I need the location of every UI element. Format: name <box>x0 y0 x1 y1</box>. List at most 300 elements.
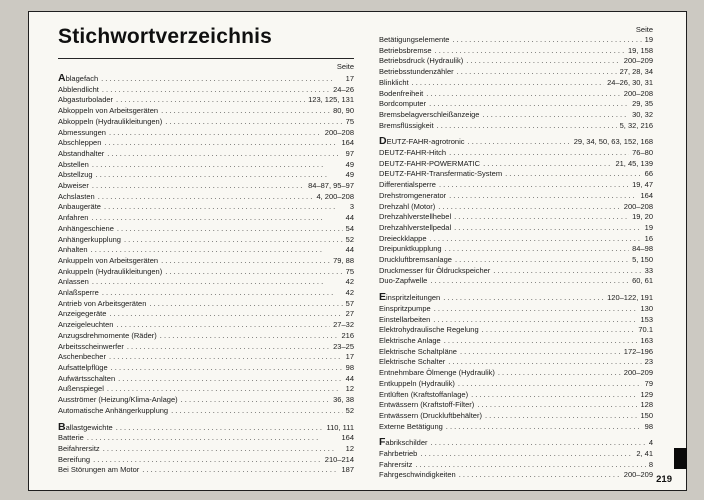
entry-label: Ankuppeln von Arbeitsgeräten <box>58 255 159 265</box>
entry-pages: 130 <box>640 303 653 313</box>
entry-pages: 4 <box>648 438 653 448</box>
leader-dots <box>455 255 629 266</box>
leader-dots <box>109 352 343 363</box>
entry-pages: 150 <box>640 410 653 420</box>
leader-dots <box>457 67 617 78</box>
index-entry <box>58 149 354 160</box>
leader-dots <box>438 202 621 213</box>
entry-pages: 97 <box>345 148 354 158</box>
entry-label: Duo-Zapfwelle <box>379 276 428 286</box>
leader-dots <box>116 423 324 434</box>
entry-pages: 164 <box>341 138 354 148</box>
index-entry <box>379 276 653 287</box>
leader-dots <box>117 224 343 235</box>
entry-pages: 49 <box>345 159 354 169</box>
index-entry <box>58 192 354 203</box>
entry-pages: 75 <box>345 116 354 126</box>
index-entry <box>58 181 354 192</box>
entry-label: Betriebsstundenzähler <box>379 67 454 77</box>
index-entry <box>379 67 653 78</box>
index-entry <box>58 224 354 235</box>
entry-label: Elektrische Schaltpläne <box>379 346 457 356</box>
leader-dots <box>96 170 343 181</box>
leader-dots <box>444 336 638 347</box>
leader-dots <box>116 95 305 106</box>
entry-pages: 8 <box>648 459 653 469</box>
leader-dots <box>445 244 630 255</box>
leader-dots <box>161 106 330 117</box>
entry-pages: 17 <box>345 352 354 362</box>
index-column-right <box>379 35 653 481</box>
entry-label: Abmessungen <box>58 127 106 137</box>
index-entry <box>58 374 354 385</box>
entry-pages: 200–209 <box>623 56 653 66</box>
index-entry <box>58 455 354 466</box>
entry-pages: 5, 150 <box>632 255 653 265</box>
index-entry <box>379 46 653 57</box>
section-capital-letter: D <box>379 135 387 148</box>
entry-label: Bei Störungen am Motor <box>58 465 140 475</box>
entry-pages: 30, 32 <box>632 109 653 119</box>
index-entry <box>379 78 653 89</box>
leader-dots <box>104 138 338 149</box>
index-entry <box>379 244 653 255</box>
entry-label: Bremsbelagverschleißanzeige <box>379 109 480 119</box>
entry-label: Abblendlicht <box>58 84 99 94</box>
page-title: Stichwortverzeichnis <box>58 25 273 48</box>
entry-label: Entlüften (Kraftstoffanlage) <box>379 389 469 399</box>
entry-pages: 29, 34, 50, 63, 152, 168 <box>573 137 653 147</box>
entry-label: Fahrersitz <box>379 459 413 469</box>
index-entry <box>379 347 653 358</box>
leader-dots <box>109 128 322 139</box>
index-entry <box>379 110 653 121</box>
leader-dots <box>443 293 604 304</box>
entry-pages: 19 <box>644 35 653 44</box>
entry-pages: 42 <box>345 288 354 298</box>
leader-dots <box>452 35 641 46</box>
index-entry <box>58 465 354 476</box>
entry-pages: 24–26, 30, 31 <box>607 77 653 87</box>
index-entry <box>379 357 653 368</box>
entry-label: Betriebsbremse <box>379 45 432 55</box>
entry-label: Druckluftbremsanlage <box>379 255 452 265</box>
entry-pages: 216 <box>341 330 354 340</box>
entry-label: Drehzahl (Motor) <box>379 201 436 211</box>
entry-label: Einspritzpumpe <box>379 303 431 313</box>
leader-dots <box>430 276 629 287</box>
leader-dots <box>98 192 314 203</box>
entry-label: Abkoppeln (Hydraulikleitungen) <box>58 116 163 126</box>
entry-label: Achslasten <box>58 191 95 201</box>
entry-pages: 200–208 <box>324 127 354 137</box>
entry-label: Dreieckklappe <box>379 233 427 243</box>
entry-label: Betriebsdruck (Hydraulik) <box>379 56 464 66</box>
index-entry <box>379 292 653 304</box>
entry-label: Ausströmer (Heizung/Klima-Anlage) <box>58 395 178 405</box>
index-entry <box>58 406 354 417</box>
index-entry <box>58 256 354 267</box>
leader-dots <box>104 202 347 213</box>
entry-label: Entwässern (Kraftstoff-Filter) <box>379 400 475 410</box>
manual-page <box>28 11 687 491</box>
entry-pages: 27, 28, 34 <box>619 67 653 77</box>
entry-label: DEUTZ-FAHR-agrotronic <box>379 135 465 148</box>
entry-pages: 27–32 <box>333 320 354 330</box>
index-section <box>379 292 653 432</box>
leader-dots <box>426 89 621 100</box>
entry-pages: 5, 32, 216 <box>619 120 653 130</box>
leader-dots <box>111 363 343 374</box>
entry-pages: 57 <box>345 298 354 308</box>
entry-label: Anhalten <box>58 245 88 255</box>
index-entry <box>379 255 653 266</box>
leader-dots <box>459 470 621 481</box>
leader-dots <box>454 223 642 234</box>
leader-dots <box>142 465 338 476</box>
entry-label: Abgasturbolader <box>58 95 114 105</box>
index-entry <box>58 433 354 444</box>
leader-dots <box>103 444 343 455</box>
leader-dots <box>482 325 636 336</box>
entry-pages: 98 <box>644 421 653 431</box>
entry-label: Beifahrersitz <box>58 443 100 453</box>
seite-label-right: Seite <box>635 25 653 34</box>
entry-pages: 98 <box>345 362 354 372</box>
leader-dots <box>91 245 343 256</box>
entry-pages: 66 <box>644 169 653 179</box>
leader-dots <box>429 99 629 110</box>
entry-pages: 19, 158 <box>627 45 653 55</box>
entry-label: Anfahren <box>58 213 89 223</box>
entry-pages: 21, 45, 139 <box>615 158 653 168</box>
entry-pages: 153 <box>640 314 653 324</box>
leader-dots <box>485 411 638 422</box>
entry-label: Bremsflüssigkeit <box>379 120 434 130</box>
entry-pages: 42 <box>345 277 354 287</box>
index-entry <box>58 331 354 342</box>
entry-label: Anhängerkupplung <box>58 234 121 244</box>
entry-label: Arbeitsscheinwerfer <box>58 341 124 351</box>
index-entry <box>58 106 354 117</box>
leader-dots <box>161 256 330 267</box>
index-entry <box>58 128 354 139</box>
entry-label: Anlaßsperre <box>58 288 99 298</box>
index-entry <box>379 437 653 449</box>
entry-label: Einspritzleitungen <box>379 291 441 304</box>
leader-dots <box>430 234 642 245</box>
leader-dots <box>505 169 642 180</box>
entry-label: Abschleppen <box>58 138 102 148</box>
title-rule <box>58 58 354 59</box>
index-entry <box>379 191 653 202</box>
entry-label: Drehzahlverstellpedal <box>379 222 452 232</box>
entry-pages: 172–196 <box>623 346 653 356</box>
index-entry <box>379 89 653 100</box>
entry-pages: 200–209 <box>623 368 653 378</box>
index-entry <box>58 299 354 310</box>
index-entry <box>58 245 354 256</box>
entry-pages: 27 <box>345 309 354 319</box>
leader-dots <box>448 357 641 368</box>
entry-pages: 164 <box>640 190 653 200</box>
index-entry <box>58 444 354 455</box>
entry-label: Bordcomputer <box>379 99 427 109</box>
entry-label: Aufwärtsschalten <box>58 373 116 383</box>
index-entry <box>379 390 653 401</box>
index-entry <box>58 277 354 288</box>
entry-label: Fabrikschilder <box>379 436 428 449</box>
entry-pages: 120–122, 191 <box>607 293 653 303</box>
entry-pages: 17 <box>345 74 354 83</box>
index-entry <box>379 460 653 471</box>
index-entry <box>58 288 354 299</box>
entry-pages: 187 <box>341 465 354 475</box>
leader-dots <box>431 438 646 449</box>
index-entry <box>379 35 653 46</box>
entry-pages: 200–209 <box>623 470 653 480</box>
entry-pages: 164 <box>341 433 354 443</box>
entry-pages: 128 <box>640 400 653 410</box>
entry-label: Abstellzug <box>58 170 93 180</box>
leader-dots <box>482 110 629 121</box>
entry-label: Externe Betätigung <box>379 421 443 431</box>
index-entry <box>58 73 354 85</box>
entry-label: Betätigungselemente <box>379 35 450 44</box>
leader-dots <box>127 342 330 353</box>
index-entry <box>379 325 653 336</box>
index-entry <box>58 384 354 395</box>
index-entry <box>58 213 354 224</box>
entry-pages: 52 <box>345 405 354 415</box>
entry-label: Drehzahlverstellhebel <box>379 212 452 222</box>
index-entry <box>379 180 653 191</box>
entry-pages: 129 <box>640 389 653 399</box>
entry-pages: 12 <box>345 384 354 394</box>
entry-pages: 80, 90 <box>333 106 354 116</box>
entry-label: Ballastgewichte <box>58 420 113 433</box>
index-entry <box>58 138 354 149</box>
index-entry <box>379 99 653 110</box>
entry-label: Elektrische Anlage <box>379 335 441 345</box>
entry-label: DEUTZ-FAHR-Hitch <box>379 148 447 158</box>
entry-label: Anbaugeräte <box>58 202 101 212</box>
index-entry <box>379 212 653 223</box>
leader-dots <box>91 213 342 224</box>
leader-dots <box>101 74 343 85</box>
entry-pages: 84–98 <box>632 244 653 254</box>
leader-dots <box>420 449 633 460</box>
entry-label: Anhängeschiene <box>58 223 114 233</box>
index-entry <box>379 315 653 326</box>
leader-dots <box>458 379 642 390</box>
entry-pages: 123, 125, 131 <box>308 95 354 105</box>
entry-label: Abstandhalter <box>58 148 105 158</box>
leader-dots <box>468 137 571 148</box>
entry-label: DEUTZ-FAHR-POWERMATIC <box>379 158 481 168</box>
index-section <box>379 136 653 287</box>
leader-dots <box>181 395 331 406</box>
section-capital-letter: F <box>379 436 386 449</box>
entry-pages: 84–87, 95–97 <box>308 181 354 191</box>
leader-dots <box>437 121 617 132</box>
entry-label: Automatische Anhängerkupplung <box>58 405 169 415</box>
index-entry <box>379 266 653 277</box>
leader-dots <box>483 159 612 170</box>
index-entry <box>379 368 653 379</box>
index-entry <box>58 342 354 353</box>
leader-dots <box>107 149 342 160</box>
entry-label: Einstellarbeiten <box>379 314 431 324</box>
entry-label: Anzeigegeräte <box>58 309 107 319</box>
entry-pages: 12 <box>345 443 354 453</box>
entry-label: Bereifung <box>58 454 91 464</box>
entry-label: DEUTZ-FAHR-Transfermatic-System <box>379 169 503 179</box>
entry-pages: 3 <box>349 202 354 212</box>
entry-pages: 79 <box>644 378 653 388</box>
index-entry <box>379 159 653 170</box>
index-entry <box>58 352 354 363</box>
entry-label: Außenspiegel <box>58 384 104 394</box>
entry-pages: 44 <box>345 245 354 255</box>
leader-dots <box>415 460 645 471</box>
entry-label: Anlassen <box>58 277 89 287</box>
index-section <box>58 422 354 477</box>
leader-dots <box>493 266 641 277</box>
entry-pages: 33 <box>644 265 653 275</box>
leader-dots <box>171 406 343 417</box>
index-entry <box>379 422 653 433</box>
leader-dots <box>449 148 629 159</box>
entry-pages: 2, 41 <box>636 449 653 459</box>
entry-pages: 210–214 <box>324 454 354 464</box>
index-entry <box>379 169 653 180</box>
entry-label: Fahrbetrieb <box>379 449 418 459</box>
entry-pages: 29, 35 <box>632 99 653 109</box>
section-capital-letter: A <box>58 72 66 84</box>
section-capital-letter: B <box>58 420 66 433</box>
leader-dots <box>454 212 629 223</box>
entry-label: Aufsattelpflüge <box>58 362 108 372</box>
entry-label: Aschenbecher <box>58 352 106 362</box>
entry-label: Batterie <box>58 433 84 443</box>
entry-label: Abkoppeln von Arbeitsgeräten <box>58 106 159 116</box>
entry-pages: 70.1 <box>638 325 653 335</box>
entry-pages: 19, 47 <box>632 180 653 190</box>
index-entry <box>58 363 354 374</box>
entry-pages: 23 <box>644 357 653 367</box>
index-column-left <box>58 73 354 476</box>
entry-label: Elektrische Schalter <box>379 357 446 367</box>
leader-dots <box>102 85 330 96</box>
entry-label: Entwässern (Druckluftbehälter) <box>379 410 482 420</box>
leader-dots <box>466 56 621 67</box>
leader-dots <box>434 304 638 315</box>
entry-pages: 76–80 <box>632 148 653 158</box>
leader-dots <box>92 160 343 171</box>
leader-dots <box>124 235 343 246</box>
entry-pages: 19, 20 <box>632 212 653 222</box>
entry-label: Antrieb von Arbeitsgeräten <box>58 298 147 308</box>
leader-dots <box>435 46 625 57</box>
entry-pages: 36, 38 <box>333 395 354 405</box>
leader-dots <box>160 331 339 342</box>
leader-dots <box>433 315 637 326</box>
entry-label: Druckmesser für Öldruckspeicher <box>379 265 491 275</box>
entry-pages: 16 <box>644 233 653 243</box>
entry-pages: 49 <box>345 170 354 180</box>
leader-dots <box>93 455 322 466</box>
entry-label: Drehstromgenerator <box>379 190 447 200</box>
index-entry <box>58 170 354 181</box>
leader-dots <box>165 117 342 128</box>
index-entry <box>379 202 653 213</box>
index-entry <box>379 304 653 315</box>
index-entry <box>379 411 653 422</box>
leader-dots <box>107 384 343 395</box>
index-entry <box>58 95 354 106</box>
index-entry <box>379 234 653 245</box>
index-section <box>379 35 653 131</box>
entry-pages: 75 <box>345 266 354 276</box>
entry-label: Abweiser <box>58 181 89 191</box>
leader-dots <box>439 180 629 191</box>
page-number: 219 <box>656 474 672 485</box>
index-entry <box>58 320 354 331</box>
leader-dots <box>446 422 642 433</box>
leader-dots <box>87 433 339 444</box>
index-entry <box>379 56 653 67</box>
leader-dots <box>471 390 637 401</box>
entry-pages: 24–26 <box>333 84 354 94</box>
index-entry <box>58 160 354 171</box>
entry-pages: 79, 88 <box>333 255 354 265</box>
entry-pages: 19 <box>644 222 653 232</box>
entry-label: Entnehmbare Ölmenge (Hydraulik) <box>379 368 495 378</box>
index-entry <box>379 136 653 148</box>
index-entry <box>379 449 653 460</box>
entry-label: Dreipunktkupplung <box>379 244 442 254</box>
index-entry <box>58 202 354 213</box>
entry-pages: 52 <box>345 234 354 244</box>
entry-pages: 163 <box>640 335 653 345</box>
leader-dots <box>449 191 637 202</box>
index-entry <box>58 395 354 406</box>
entry-pages: 60, 61 <box>632 276 653 286</box>
leader-dots <box>165 267 342 278</box>
index-entry <box>58 117 354 128</box>
leader-dots <box>92 277 343 288</box>
index-entry <box>58 235 354 246</box>
entry-label: Abstellen <box>58 159 89 169</box>
index-entry <box>58 309 354 320</box>
entry-label: Fahrgeschwindigkeiten <box>379 470 456 480</box>
index-entry <box>379 148 653 159</box>
entry-label: Entkuppeln (Hydraulik) <box>379 378 455 388</box>
entry-pages: 54 <box>345 223 354 233</box>
section-capital-letter: E <box>379 291 387 304</box>
entry-label: Bodenfreiheit <box>379 88 424 98</box>
entry-pages: 110, 111 <box>326 422 354 432</box>
index-entry <box>379 223 653 234</box>
index-entry <box>58 267 354 278</box>
entry-pages: 44 <box>345 213 354 223</box>
thumb-tab-marker <box>674 448 687 469</box>
entry-pages: 4, 200–208 <box>316 191 354 201</box>
leader-dots <box>460 347 621 358</box>
leader-dots <box>118 374 343 385</box>
index-entry <box>379 379 653 390</box>
